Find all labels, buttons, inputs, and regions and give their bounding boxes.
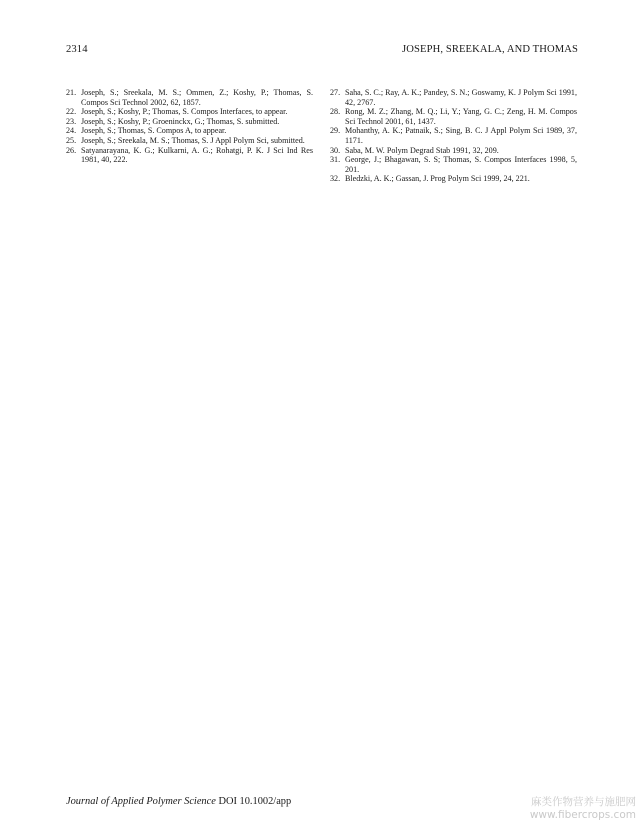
reference-number: 25. [66,135,77,145]
reference-text: Joseph, S.; Koshy, P.; Thomas, S. Compos Interfaces, to appear. [81,107,288,117]
watermark-title: 麻类作物营养与施肥网 [531,796,636,808]
doi: DOI 10.1002/app [218,796,292,807]
reference-text: Joseph, S.; Sreekala, M. S.; Ommen, Z.; Koshy, P.; Thomas, S. Compos Sci Technol 2002, 62, 1857. [81,88,313,107]
reference-number: 22. [66,107,77,117]
reference-number: 29. [330,126,341,136]
reference-text: Satyanarayana, K. G.; Kulkarni, A. G.; Rohatgi, P. K. J Sci Ind Res 1981, 40, 222. [81,145,313,165]
watermark [530,796,636,822]
reference-item [66,136,313,146]
reference-text: Bledzki, A. K.; Gassan, J. Prog Polym Sci 1999, 24, 221. [345,174,530,184]
reference-item [66,117,313,127]
reference-text: Joseph, S.; Sreekala, M. S.; Thomas, S. J Appl Polym Sci, submitted. [81,135,305,145]
references-column-left [66,88,313,165]
reference-item [330,146,577,156]
reference-item [66,146,313,165]
reference-number: 27. [330,88,341,97]
reference-item [330,174,577,184]
reference-text: Saba, M. W. Polym Degrad Stab 1991, 32, 209. [345,145,499,155]
page-number: 2314 [66,44,88,55]
reference-item [66,126,313,136]
reference-number: 32. [330,174,341,184]
reference-number: 30. [330,145,341,155]
reference-item [66,88,313,107]
reference-number: 31. [330,155,341,165]
reference-text: Joseph, S.; Thomas, S. Compos A, to appear. [81,126,227,136]
running-header [66,44,578,55]
watermark-url: www.fibercrops.com [529,809,636,821]
reference-number: 28. [330,107,341,117]
journal-name: Journal of Applied Polymer Science [66,796,216,807]
reference-text: Joseph, S.; Koshy, P.; Groeninckx, G.; Thomas, S. submitted. [81,116,280,126]
reference-item [330,88,577,107]
reference-item [330,155,577,174]
reference-text: George, J.; Bhagawan, S. S; Thomas, S. Compos Interfaces 1998, 5, 201. [345,155,577,174]
reference-number: 24. [66,126,77,136]
reference-item [66,107,313,117]
reference-number: 23. [66,116,77,126]
reference-text: Mohanthy, A. K.; Patnaik, S.; Sing, B. C. J Appl Polym Sci 1989, 37, 1171. [345,126,577,145]
reference-text: Saha, S. C.; Ray, A. K.; Pandey, S. N.; Goswamy, K. J Polym Sci 1991, 42, 2767. [345,88,577,107]
reference-text: Rong, M. Z.; Zhang, M. Q.; Li, Y.; Yang, G. C.; Zeng, H. M. Compos Sci Technol 2001, 61, 1437. [345,107,577,126]
running-title: JOSEPH, SREEKALA, AND THOMAS [402,44,578,55]
references-column-right [330,88,577,184]
reference-number: 26. [66,145,77,155]
page-footer [66,796,291,807]
reference-number: 21. [66,88,77,97]
reference-item [330,107,577,126]
reference-item [330,126,577,145]
